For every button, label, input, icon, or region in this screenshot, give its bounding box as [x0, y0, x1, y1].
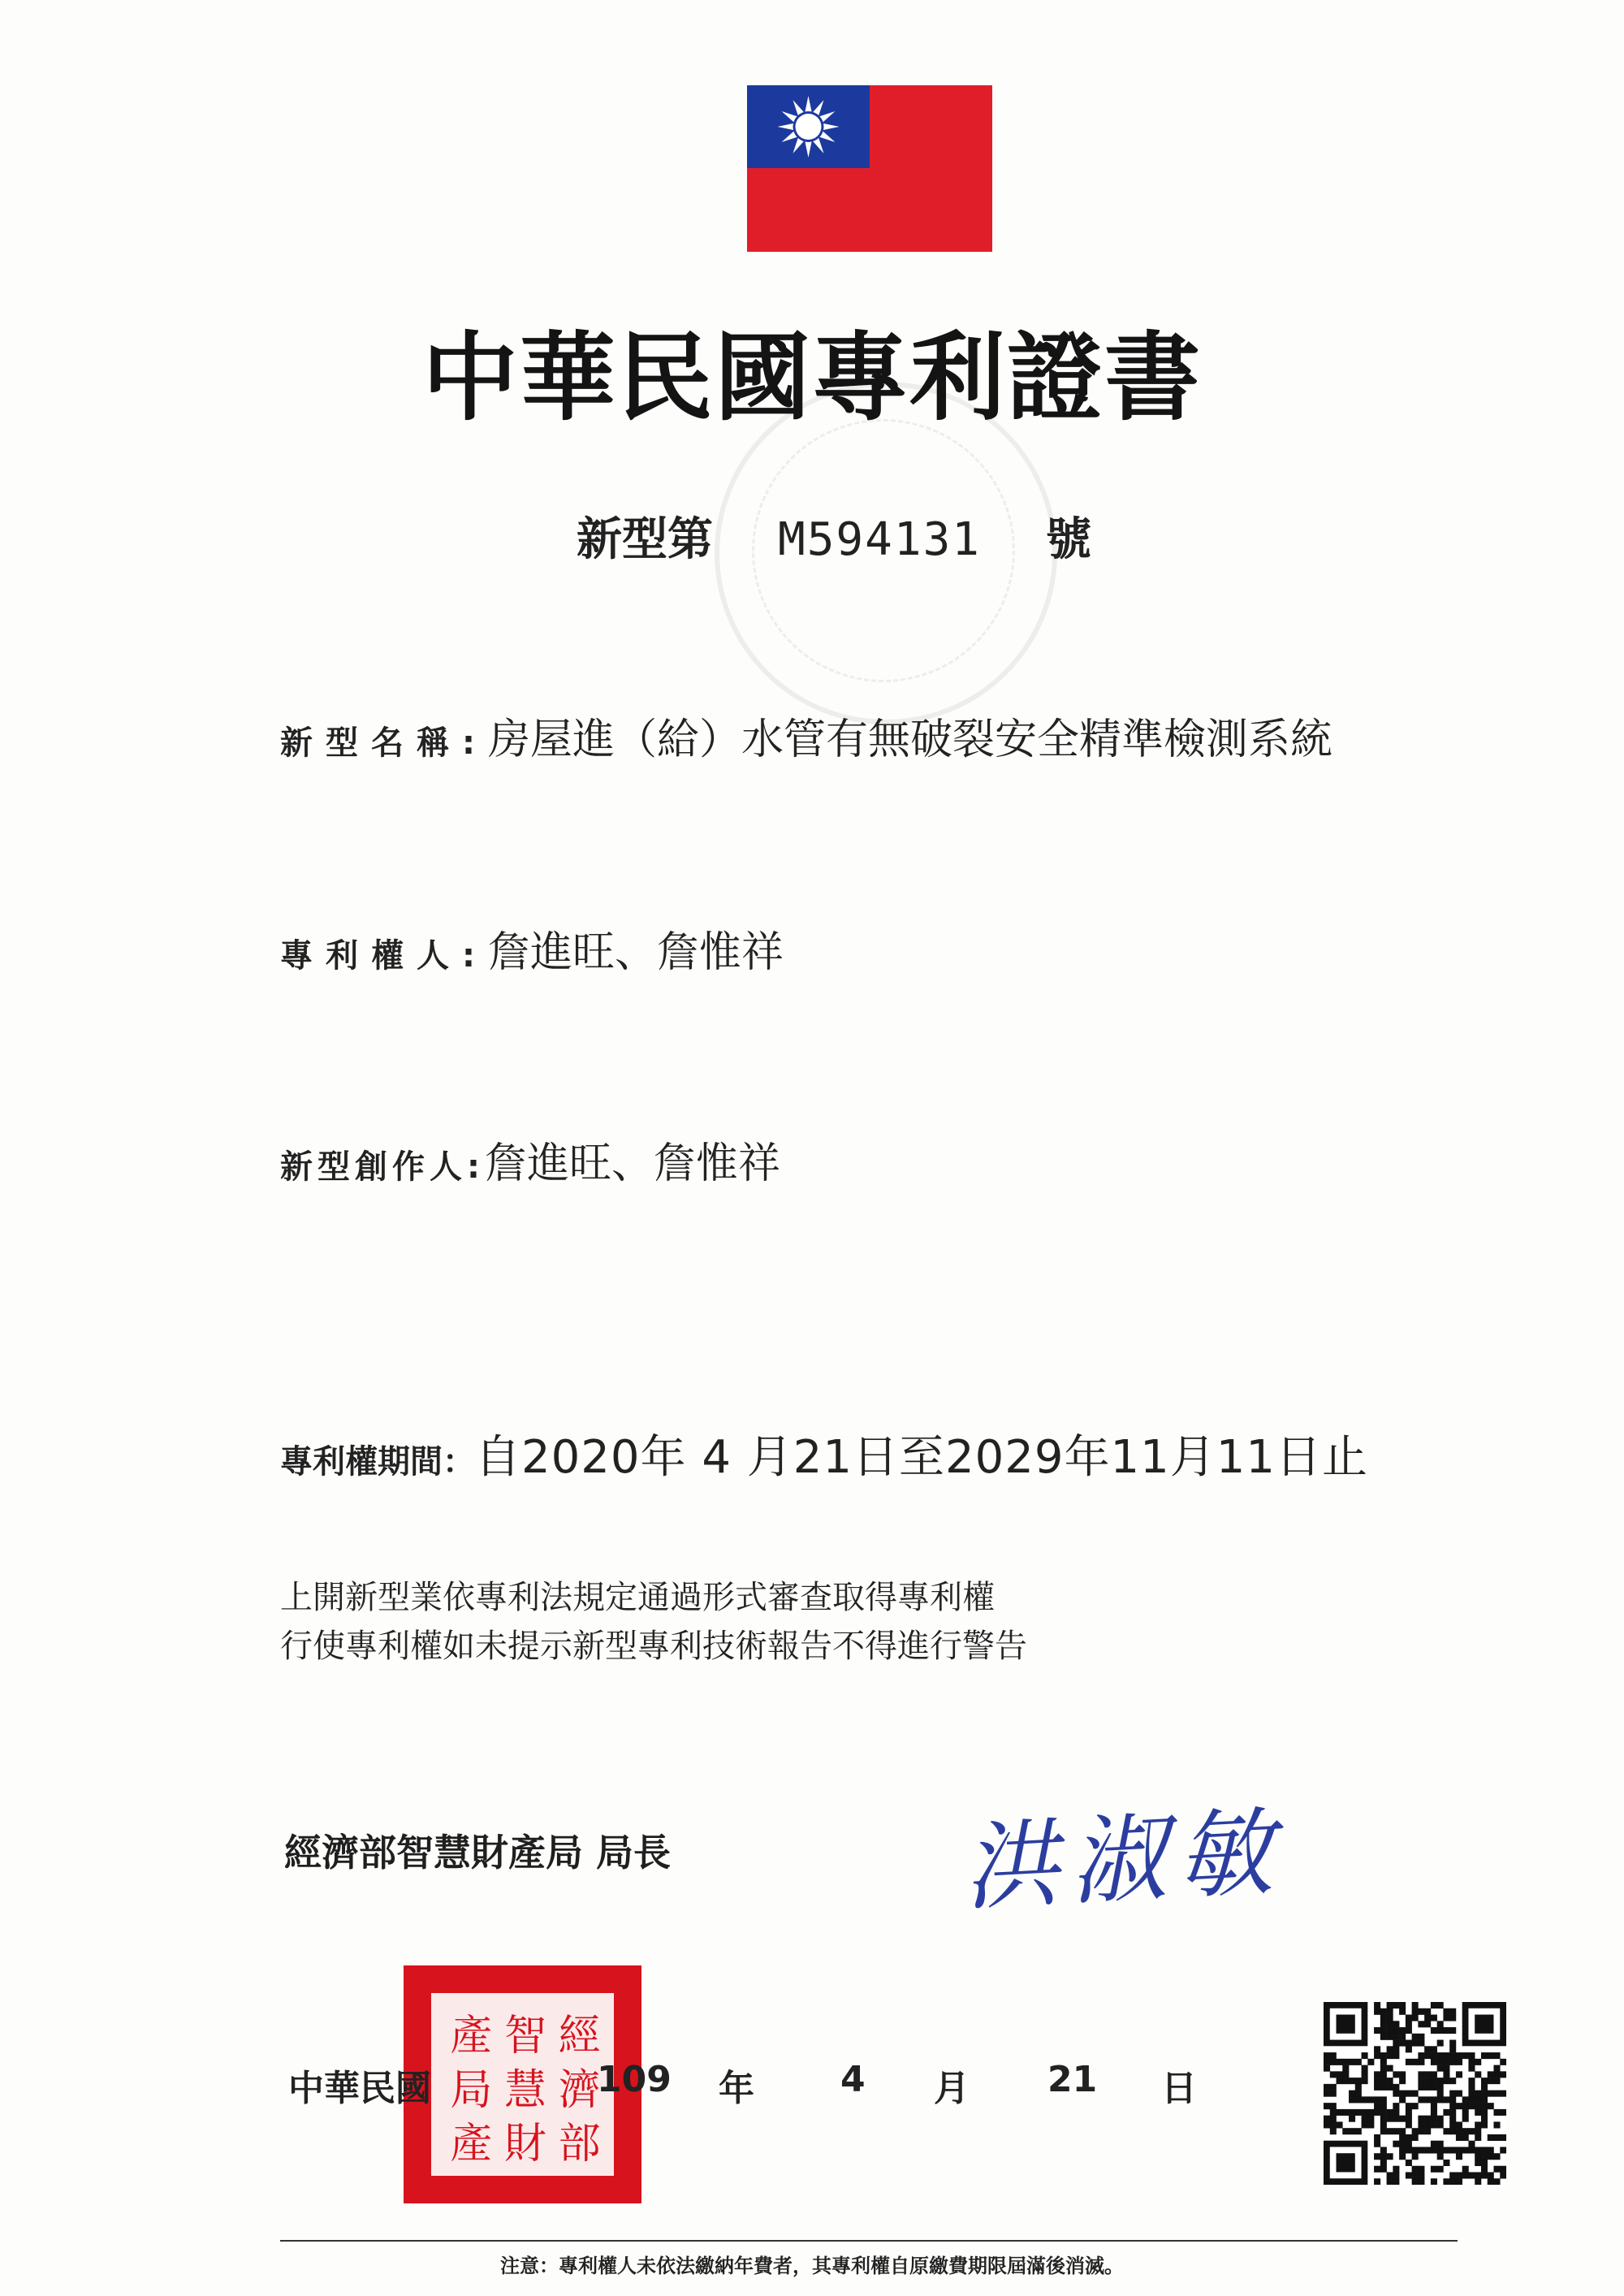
certificate-number: [577, 504, 1091, 569]
date-year: 109: [597, 2059, 672, 2100]
period-label: 專利權期間：: [280, 1443, 475, 1481]
field-value: 詹進旺、詹惟祥: [488, 928, 784, 977]
date-month: 4: [840, 2059, 866, 2100]
date-day: 21: [1047, 2059, 1098, 2100]
cert-number-value: M594131: [778, 513, 982, 566]
field-value: 房屋進（給）水管有無破裂安全精準檢測系統: [488, 716, 1333, 764]
cert-number-prefix: 新型第: [577, 513, 713, 566]
period-value: 自2020年 4 月21日至2029年11月11日止: [475, 1431, 1369, 1484]
seal-char: 部: [558, 2120, 601, 2169]
date-month-unit: 月: [934, 2068, 970, 2109]
seal-char: 財: [504, 2120, 547, 2169]
seal-char: 智: [504, 2012, 547, 2060]
flag-canton: [747, 85, 870, 168]
national-flag: [747, 85, 992, 252]
footer-note: 注意：專利權人未依法繳納年費者，其專利權自原繳費期限屆滿後消滅。: [500, 2255, 1124, 2277]
seal-char: 慧: [504, 2065, 547, 2115]
field-patentee: [280, 918, 784, 979]
date-era: 中華民國: [288, 2068, 431, 2109]
examination-note-1: 上開新型業依專利法規定通過形式審查取得專利權: [280, 1579, 995, 1616]
date-day-unit: 日: [1161, 2068, 1197, 2109]
field-label: 新型創作人:: [280, 1148, 485, 1186]
field-utility-model-name: [280, 705, 1332, 766]
seal-char: 局: [450, 2065, 493, 2115]
field-label: 專利權人:: [280, 937, 488, 975]
examination-note-2: 行使專利權如未提示新型專利技術報告不得進行警告: [280, 1628, 1027, 1665]
seal-char: 產: [450, 2120, 493, 2169]
certificate-title: 中華民國專利證書: [421, 321, 1202, 434]
seal-char: 經: [558, 2012, 601, 2060]
qr-code: [1324, 2002, 1506, 2185]
footer-rule: [280, 2240, 1458, 2242]
cert-number-suffix: 號: [1046, 513, 1092, 566]
director-signature: 洪淑敏: [960, 1795, 1287, 1925]
field-creator: [280, 1129, 780, 1190]
seal-char: 產: [450, 2012, 493, 2060]
issuing-agency: 經濟部智慧財產局 局長: [284, 1831, 672, 1874]
field-value: 詹進旺、詹惟祥: [485, 1139, 781, 1188]
patent-period: [280, 1421, 1368, 1486]
seal-char: 濟: [558, 2065, 601, 2115]
date-year-unit: 年: [719, 2068, 754, 2109]
field-label: 新型名稱:: [280, 724, 488, 762]
